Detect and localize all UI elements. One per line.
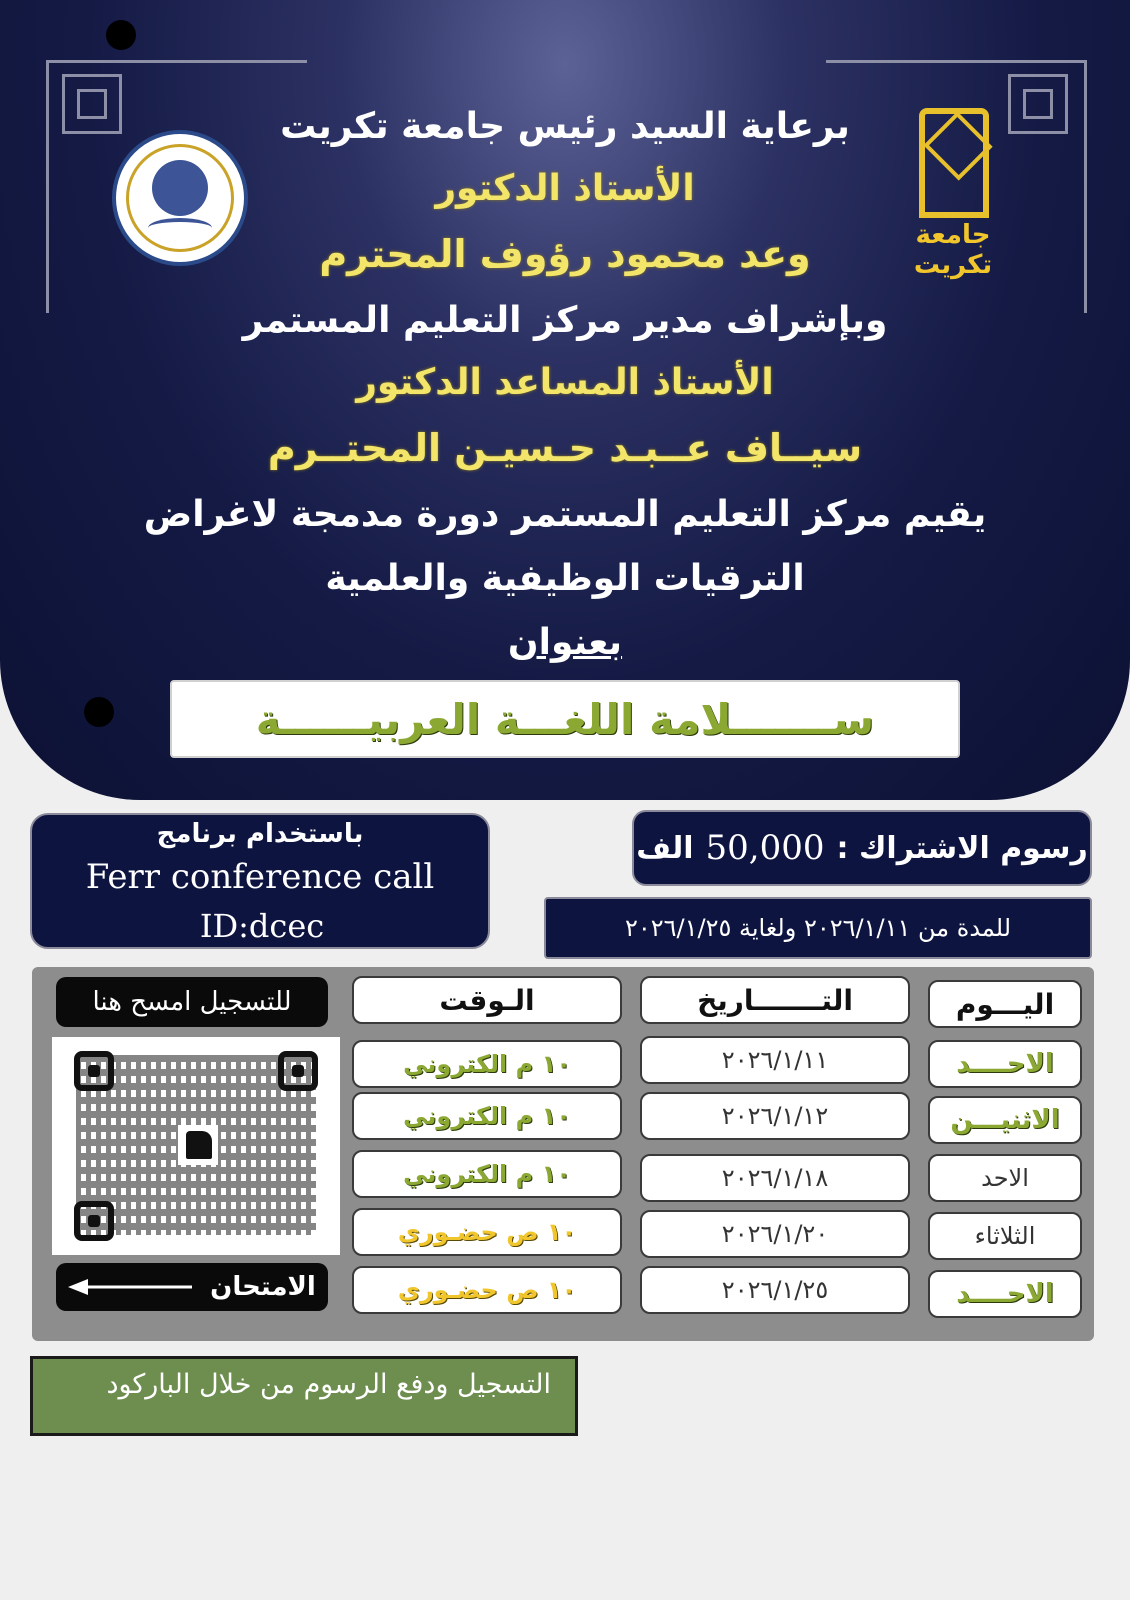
schedule-day: الاحــــد	[928, 1040, 1082, 1088]
fee-box	[632, 810, 1092, 886]
course-title-box	[170, 680, 960, 758]
schedule-day: الاحد	[928, 1154, 1082, 1202]
schedule-time: ١٠ م الكتروني	[352, 1092, 622, 1140]
program-name: Ferr conference call	[85, 857, 435, 897]
exam-label-text: الامتحان	[210, 1272, 316, 1302]
period-text: للمدة من ٢٠٢٦/١/١١ ولغاية ٢٠٢٦/١/٢٥	[624, 914, 1012, 942]
president-title: الأستاذ الدكتور	[435, 168, 695, 209]
fee-unit: الف	[636, 830, 694, 866]
schedule-date: ٢٠٢٦/١/١٨	[640, 1154, 910, 1202]
schedule-time: ١٠ م الكتروني	[352, 1150, 622, 1198]
registration-qr-code[interactable]	[52, 1037, 340, 1255]
schedule-day: الثلاثاء	[928, 1212, 1082, 1260]
scan-label-text: للتسجيل امسح هنا	[92, 987, 292, 1017]
president-name: وعد محمود رؤوف المحترم	[319, 232, 811, 276]
schedule-time: ١٠ ص حضـوري	[352, 1266, 622, 1314]
schedule-date: ٢٠٢٦/١/١٢	[640, 1092, 910, 1140]
course-purpose-line: الترقيات الوظيفية والعلمية	[325, 558, 805, 599]
schedule-day: الاثنيـــن	[928, 1096, 1082, 1144]
course-title: ســـــــلامة اللغـــة العربيــــــة	[255, 694, 875, 744]
decorative-dot-bottom	[84, 697, 114, 727]
period-box	[544, 897, 1092, 959]
program-id: ID:dcec	[199, 907, 325, 945]
director-name: سيــاف عــبـد حـسيـن المحتــرم	[267, 426, 863, 470]
schedule-date: ٢٠٢٦/١/٢٠	[640, 1210, 910, 1258]
schedule-day: الاحــــد	[928, 1270, 1082, 1318]
header-day: اليـــوم	[928, 980, 1082, 1028]
title-caption: بعنوان	[507, 622, 623, 663]
course-intro-line: يقيم مركز التعليم المستمر دورة مدمجة لاغراض	[143, 494, 987, 535]
qr-finder-icon	[74, 1201, 114, 1241]
dinosaur-icon	[178, 1125, 218, 1165]
exam-label	[56, 1263, 328, 1311]
arrow-left-icon	[68, 1277, 192, 1297]
schedule-date: ٢٠٢٦/١/١١	[640, 1036, 910, 1084]
patronage-line: برعاية السيد رئيس جامعة تكريت	[280, 106, 850, 147]
register-payment-note: التسجيل ودفع الرسوم من خلال الباركود	[30, 1356, 578, 1436]
decorative-dot-top	[106, 20, 136, 50]
scan-to-register-label	[56, 977, 328, 1027]
qr-finder-icon	[278, 1051, 318, 1091]
header-time: الـوقت	[352, 976, 622, 1024]
fee-value: 50,000	[705, 828, 825, 868]
director-title: الأستاذ المساعد الدكتور	[356, 362, 774, 403]
schedule-time: ١٠ م الكتروني	[352, 1040, 622, 1088]
schedule-time: ١٠ ص حضـوري	[352, 1208, 622, 1256]
fee-label: رسوم الاشتراك :	[836, 830, 1088, 866]
program-label: باستخدام برنامج	[156, 819, 364, 849]
header-date: التـــــــاريخ	[640, 976, 910, 1024]
schedule-date: ٢٠٢٦/١/٢٥	[640, 1266, 910, 1314]
supervision-line: وبإشراف مدير مركز التعليم المستمر	[242, 300, 888, 341]
program-box	[30, 813, 490, 949]
university-logo-label: جامعة تكريت	[913, 220, 993, 280]
qr-finder-icon	[74, 1051, 114, 1091]
